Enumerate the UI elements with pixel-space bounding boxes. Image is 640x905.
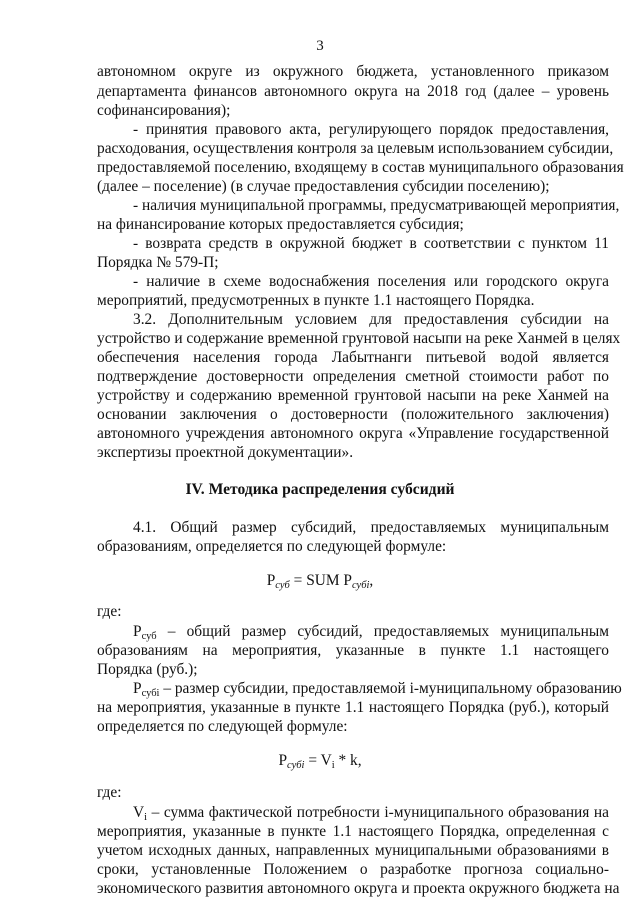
text-line: основании заключения о достоверности (положительного заключения) [97,406,609,423]
text-line: обеспечения населения города Лабытнанги питьевой водой является [97,349,609,366]
text-line: Порядка (руб.); [97,661,198,678]
where-label: где: [97,603,122,620]
text-line: подтверждение достоверности определения сметной стоимости работ по [97,368,609,385]
formula-symbol: P [278,752,288,769]
text-line: 4.1. Общий размер субсидий, предоставляемых муниципальным [133,519,609,536]
text-line: софинансирования); [97,102,231,119]
formula-tail: , [369,572,374,589]
text-line: (далее – поселение) (в случае предоставления субсидии поселению); [97,178,550,195]
definition-subscript: i [144,812,148,823]
formula-subscript: субi [351,580,370,591]
text-line: мероприятия, указанные в пункте 1.1 настоящего Порядка, определенная с [97,823,609,840]
definition-symbol: P [133,680,142,697]
formula-municipal-subsidy [0,752,640,771]
section-heading: IV. Методика распределения субсидий [185,481,455,498]
text-line: автономном округе из окружного бюджета, установленного приказом [97,63,609,80]
page-number: 3 [316,38,324,54]
text-line: Порядка № 579-П; [97,254,219,271]
text-line: устройство и содержание временной грунтовой насыпи на реке Ханмей в целях [97,330,621,347]
formula-symbol: P [266,572,276,589]
text-line: автономного учреждения автономного округа «Управление государственной [97,425,609,442]
text-line: устройству и содержанию временной грунтовой насыпи на реке Ханмей на [97,387,609,404]
text-line: экономического развития автономного округа и проекта окружного бюджета на [97,880,620,897]
text-line: предоставляемой поселению, входящему в состав муниципального образования [97,159,624,176]
where-label: где: [97,784,122,801]
text-line: экспертизы проектной документации». [97,444,354,461]
text-line: 3.2. Дополнительным условием для предоставления субсидии на [133,311,609,328]
text-line: - возврата средств в окружной бюджет в соответствии с пунктом 11 [133,235,609,252]
formula-tail: * k, [334,752,362,769]
formula-subscript: суб [275,580,290,591]
text-line: - принятия правового акта, регулирующего порядок предоставления, [133,121,609,138]
text-line: - наличия муниципальной программы, предусматривающей мероприятия, [133,197,620,214]
text-line: образованиям, определяется по следующей формуле: [97,538,447,555]
text-line: - наличие в схеме водоснабжения поселения или городского округа [133,273,609,290]
definition-symbol: P [133,623,142,640]
text-line: департамента финансов автономного округа на 2018 год (далее – уровень [97,83,609,100]
formula-total-subsidy [0,572,640,591]
text-line: расходования, осуществления контроля за целевым использованием субсидии, [97,140,614,157]
text-line: на финансирование которых предоставляется субсидия; [97,216,464,233]
text-line: учетом исходных данных, направленных муниципальными образованиями в [97,842,609,859]
formula-subscript: i [331,760,335,771]
definition-subscript: суб [141,631,157,642]
definition-text: – сумма фактической потребности i-муниципального образования на [147,804,609,821]
formula-operator: = V [304,752,332,769]
definition-subscript: субi [141,688,160,699]
text-line: сроки, установленные Положением о разработке прогноза социально- [97,861,609,878]
text-line: на мероприятия, указанные в пункте 1.1 настоящего Порядка (руб.), который [97,699,609,716]
text-line: образованиям на мероприятия, указанные в пункте 1.1 настоящего [97,642,609,659]
text-line: мероприятий, предусмотренных в пункте 1.1 настоящего Порядка. [97,292,535,309]
formula-operator: = SUM P [289,572,352,589]
text-line: определяется по следующей формуле: [97,718,348,735]
definition-text: – размер субсидии, предоставляемой i-муниципальному образованию [159,680,622,697]
definition-symbol: V [133,804,145,821]
formula-subscript: субi [287,760,305,771]
definition-text: – общий размер субсидий, предоставляемых муниципальным [156,623,609,640]
